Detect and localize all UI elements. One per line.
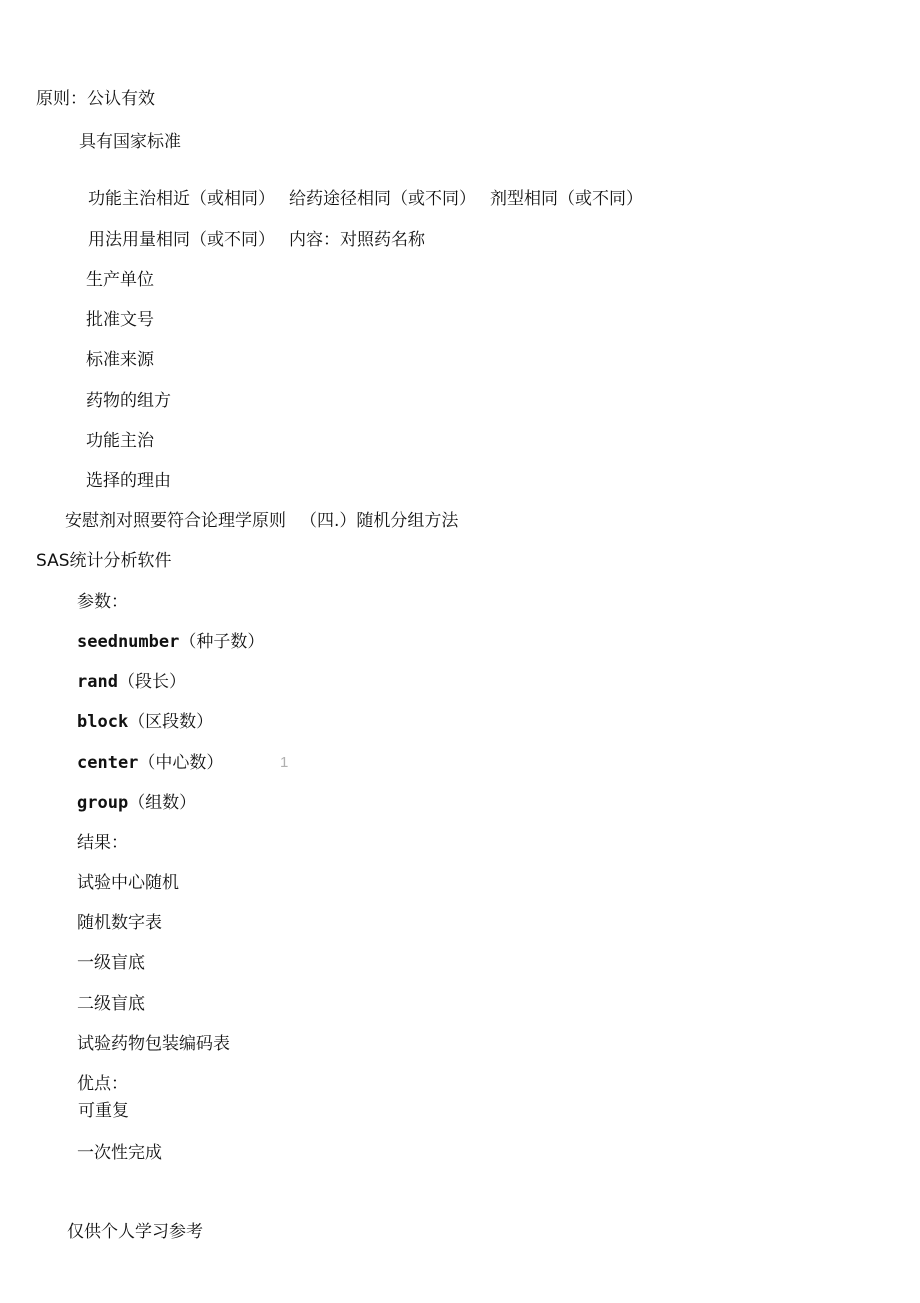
result-center-randomization: 试验中心随机 <box>77 873 179 893</box>
content-item-production-unit: 生产单位 <box>86 270 154 290</box>
advantage-repeatable: 可重复 <box>78 1101 129 1121</box>
content-item-standard-source: 标准来源 <box>86 350 154 370</box>
param-center <box>77 752 223 774</box>
result-first-level-blind: 一级盲底 <box>77 953 145 973</box>
results-label: 结果： <box>77 833 128 853</box>
param-desc: （组数） <box>128 793 197 813</box>
param-desc: （段长） <box>117 672 186 692</box>
result-second-level-blind: 二级盲底 <box>77 994 145 1014</box>
param-seednumber <box>77 631 264 653</box>
content-item-approval-number: 批准文号 <box>86 310 154 330</box>
criteria-line-1 <box>88 188 643 210</box>
param-name: center <box>77 753 139 773</box>
param-rand <box>77 671 186 693</box>
param-desc: （区段数） <box>128 712 214 732</box>
section-title: （四.）随机分组方法 <box>300 511 459 531</box>
param-desc: （种子数） <box>179 632 265 652</box>
param-name: seednumber <box>77 632 180 652</box>
params-label: 参数： <box>77 592 128 612</box>
software-line: SAS统计分析软件 <box>36 551 172 571</box>
advantage-one-time: 一次性完成 <box>77 1143 162 1163</box>
param-desc: （中心数） <box>138 753 224 773</box>
result-random-number-table: 随机数字表 <box>77 913 162 933</box>
criteria-dosage-form: 剂型相同（或不同） <box>490 189 643 209</box>
principle-line: 原则：公认有效 <box>36 89 155 109</box>
criteria-route: 给药途径相同（或不同） <box>289 189 476 209</box>
page-number: 1 <box>280 754 289 771</box>
footer-note: 仅供个人学习参考 <box>67 1222 203 1242</box>
content-label: 内容：对照药名称 <box>289 230 425 250</box>
content-item-indications: 功能主治 <box>86 431 154 451</box>
param-name: group <box>77 793 129 813</box>
param-name: rand <box>77 672 118 692</box>
content-item-reason: 选择的理由 <box>86 471 171 491</box>
criteria-function: 功能主治相近（或相同） <box>88 189 275 209</box>
param-group <box>77 792 196 814</box>
advantages-label: 优点： <box>77 1074 128 1094</box>
criteria-line-2 <box>88 229 425 251</box>
national-standard-line: 具有国家标准 <box>79 132 181 152</box>
placebo-text: 安慰剂对照要符合论理学原则 <box>65 511 286 531</box>
result-packaging-code-table: 试验药物包装编码表 <box>77 1034 230 1054</box>
param-name: block <box>77 712 129 732</box>
criteria-usage: 用法用量相同（或不同） <box>88 230 275 250</box>
content-item-formula: 药物的组方 <box>86 391 171 411</box>
param-block <box>77 711 213 733</box>
placebo-line <box>65 510 458 532</box>
